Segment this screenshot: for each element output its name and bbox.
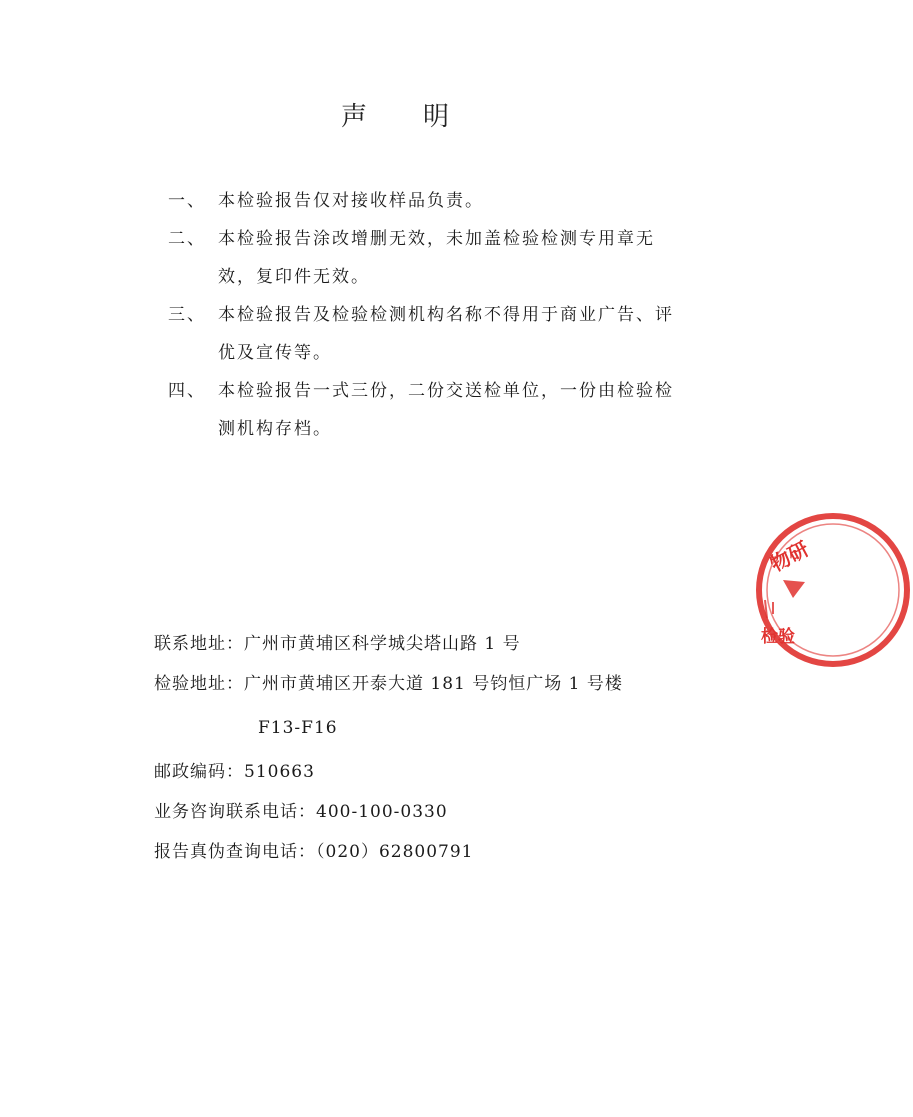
page-title: 声明 xyxy=(340,102,505,132)
postcode-label: 邮政编码： xyxy=(154,762,244,782)
contact-address-row xyxy=(154,624,714,664)
verify-phone-value: （020）62800791 xyxy=(316,842,474,862)
lab-address-value: 广州市黄埔区开泰大道 181 号钧恒广场 1 号楼 xyxy=(244,674,623,694)
contact-address-label: 联系地址： xyxy=(154,634,244,654)
declaration-number: 四、 xyxy=(168,381,206,401)
business-phone-value: 400-100-0330 xyxy=(316,802,448,822)
lab-address-label: 检验地址： xyxy=(154,674,244,694)
lab-address-continuation xyxy=(154,704,714,752)
contact-info xyxy=(154,624,714,872)
declaration-text: 本检验报告仅对接收样品负责。 xyxy=(218,191,484,211)
declaration-item xyxy=(168,220,688,296)
lab-address-row xyxy=(154,664,714,704)
declaration-text: 本检验报告一式三份，二份交送检单位，一份由检验检测机构存档。 xyxy=(218,381,674,439)
lab-address-floor: F13-F16 xyxy=(258,718,338,738)
verify-phone-label: 报告真伪查询电话： xyxy=(154,842,316,862)
official-seal-icon xyxy=(753,510,913,670)
seal-arc-text: 物研 xyxy=(766,536,813,577)
declaration-list xyxy=(168,182,688,448)
declaration-item xyxy=(168,182,688,220)
declaration-text: 本检验报告及检验检测机构名称不得用于商业广告、评优及宣传等。 xyxy=(218,305,674,363)
declaration-number: 一、 xyxy=(168,191,206,211)
postcode-value: 510663 xyxy=(244,762,315,782)
declaration-text: 本检验报告涂改增删无效，未加盖检验检测专用章无效，复印件无效。 xyxy=(218,229,655,287)
postcode-row xyxy=(154,752,714,792)
seal-bottom-text: 检验 xyxy=(761,627,795,647)
declaration-item xyxy=(168,372,688,448)
verify-phone-row xyxy=(154,832,714,872)
declaration-item xyxy=(168,296,688,372)
declaration-number: 二、 xyxy=(168,229,206,249)
contact-address-value: 广州市黄埔区科学城尖塔山路 1 号 xyxy=(244,634,521,654)
business-phone-label: 业务咨询联系电话： xyxy=(154,802,316,822)
declaration-number: 三、 xyxy=(168,305,206,325)
business-phone-row xyxy=(154,792,714,832)
